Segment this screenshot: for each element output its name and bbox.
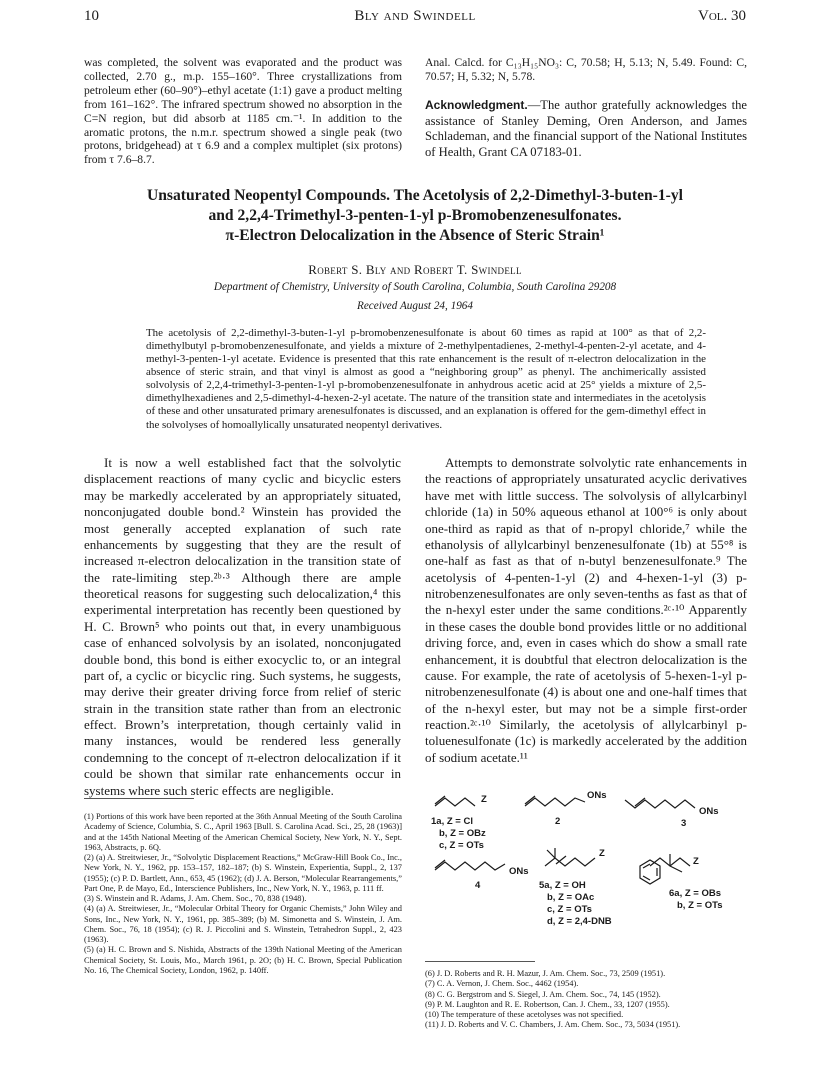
structure-1-label-a: 1a, Z = Cl	[431, 816, 473, 827]
structure-6-label-b: b, Z = OTs	[677, 900, 723, 911]
footnote-rule-right	[425, 961, 535, 962]
affiliation: Department of Chemistry, University of South Carolina, Columbia, South Carolina 29208	[213, 281, 617, 293]
experimental-text: was completed, the solvent was evaporated and the product was collected, 2.70 g., m.p. 155–160°. Three crystallizations from petroleum ether (60–90°)–ethyl acetate (1:1) gave a product melting from 161–162°. The infrared spectrum showed no absorption in the C=N region, but did absorb at 1185 cm.⁻¹. In addition to the aromatic protons, the n.m.r. spectrum showed a single peak (two protons, bridgehead) at τ 6.9 and a complex multiplet (six protons) from τ 7.6–8.7.	[84, 56, 402, 167]
body-column-right: Attempts to demonstrate solvolytic rate enhancements in the reactions of appropriately unsaturated acyclic derivatives have met with little success. The solvolysis of allylcarbinyl chloride (1a) in 50% aqueous ethanol at 100°⁶ is only about one-third as rapid as that of n-propyl chloride,⁷ while the ethanolysis of allylcarbinyl benzenesulfonate (1b) at 55°⁸ is one-half as fast as that of n-butyl benzenesulfonate.⁹ The acetolysis of 4-penten-1-yl (2) and 4-hexen-1-yl (3) p-nitrobenzenesulfonates are only seven-tenths as fast as that of the n-hexyl ester under the same conditions.²ᶜ·¹⁰ Apparently in these cases the double bond provides little or no additional driving force, and, even in cases which do show a small rate enhancement, it is doubtful that electron delocalization is the cause. For example, the rate of acetolysis of 5-hexen-1-yl p-nitrobenzenesulfonate (4) is about one and one-half times that of the n-hexyl ester, but may not be a simple first-order reaction.²ᶜ·¹⁰ Similarly, the acetolysis of allylcarbinyl p-toluenesulfonate (1c) is markedly accelerated by the addition of sodium acetate.¹¹	[425, 455, 748, 765]
structure-2-skeleton	[525, 798, 585, 806]
footnotes-left	[84, 812, 402, 976]
structure-4-number: 4	[475, 880, 481, 891]
footnote-6: (6) J. D. Roberts and R. H. Mazur, J. Am. Chem. Soc., 73, 2509 (1951).	[425, 969, 666, 978]
footnote-3: (3) S. Winstein and R. Adams, J. Am. Chem. Soc., 70, 838 (1948).	[84, 894, 307, 903]
abstract: The acetolysis of 2,2-dimethyl-3-buten-1-yl p-bromobenzenesulfonate is about 60 times as rapid at 100° as that of 2,2-dimethylbutyl p-bromobenzenesulfonate, and yields a mixture of 2-methylpentadienes, 2-methyl-4-penten-2-yl acetate, and 4-methyl-3-penten-1-yl acetate. Evidence is presented that this rate enhancement is the result of π-electron delocalization in the absence of steric strain, and that vinyl is almost as good a “neighboring group” as phenyl. The anchimerically assisted solvolysis of 2,2,4-trimethyl-3-penten-1-yl p-bromobenzenesulfonate in anhydrous acetic acid at 25° yields a mixture of 2,5-dimethylhexadienes and 2,5-dimethyl-4-hexen-2-yl acetate. The nature of the transition state and intermediates in the acetolysis of these and other unsaturated primary arenesulfonates is discussed, and an explanation is offered for the gem-dimethyl effect in the solvolyses of homoallylically unsaturated neopentyl derivatives.	[146, 327, 706, 431]
footnote-2: (2) (a) A. Streitwieser, Jr., “Solvolytic Displacement Reactions,” McGraw-Hill Book Co., Inc., New York, N. Y., 1962, pp. 153–157, 182–187; (b) S. Winstein, Experientia, Suppl., 2, 137 (1955); (c) P. D. Bartlett, Ann., 653, 45 (1962); (d) J. A. Berson, “Molecular Rearrangements,” Part One, P. de Mayo, Ed., Interscience Publishers, Inc., New York, N. Y., 1963, p. 111 ff.	[84, 853, 402, 893]
volume-label: Vol. 30	[698, 8, 746, 24]
authors: Robert S. Bly and Robert T. Swindell	[308, 262, 522, 277]
structure-6-z: Z	[693, 856, 699, 867]
structure-6-label-a: 6a, Z = OBs	[669, 888, 722, 899]
article-title	[84, 186, 746, 246]
structure-5-label-d: d, Z = 2,4-DNB	[547, 916, 612, 927]
structure-5-label-a: 5a, Z = OH	[539, 880, 586, 891]
structure-5-skeleton	[545, 858, 595, 866]
footnote-9: (9) P. M. Laughton and R. E. Robertson, Can. J. Chem., 33, 1207 (1955).	[425, 999, 670, 1009]
structure-4-skeleton	[435, 862, 505, 870]
structure-5-label-b: b, Z = OAc	[547, 892, 595, 903]
footnote-rule-left	[84, 798, 194, 799]
running-title: Bly and Swindell	[354, 8, 476, 24]
structure-1-label-c: c, Z = OTs	[439, 840, 484, 851]
footnote-5: (5) (a) H. C. Brown and S. Nishida, Abstracts of the 139th National Meeting of the American Chemical Society, St. Louis, Mo., March 1961, p. 2O; (b) H. C. Brown, Special Publication No. 16, The Chemical Society, London, 1962, p. 140ff.	[84, 945, 402, 975]
acknowledgment	[425, 98, 747, 161]
structure-3-number: 3	[681, 818, 687, 829]
previous-article-tail	[84, 56, 402, 167]
body-column-left: It is now a well established fact that the solvolytic displacement reactions of many cyclic and bicyclic esters may be markedly accelerated by an appropriately situated, nonconjugated double bond.² Winstein has provided the most generally accepted explanation of such rate enhancements by suggesting that they are the result of increased π-electron delocalization in the transition state of the rate-limiting step.²ᵇ·³ Although there are ample theoretical reasons for suggesting such delocalization,⁴ this experimental interpretation has recently been questioned by H. C. Brown⁵ who points out that, in every unambiguous case of enhanced solvolysis by an isolated, nonconjugated double bond, this bond is either exocyclic to, or an integral part of, a cyclic or bicyclic ring. Such systems, he suggests, may derive their greater driving force from relief of steric strain in the transition state rather than from an electronic effect. Brown’s interpretation, though certainly valid in many instances, would be rendered less generally condemning to the concept of π-electron delocalization if it could be shown that similar rate enhancements occur in systems where such steric effects are negligible.	[84, 455, 401, 798]
footnote-10: (10) The temperature of these acetolyses was not specified.	[425, 1010, 624, 1019]
structure-3-skeleton	[625, 800, 695, 808]
title-line-2: and 2,2,4-Trimethyl-3-penten-1-yl p-Bromobenzenesulfonates.	[208, 206, 622, 224]
footnote-11: (11) J. D. Roberts and V. C. Chambers, J. Am. Chem. Soc., 73, 5034 (1951).	[425, 1020, 681, 1030]
structure-2-number: 2	[555, 816, 561, 827]
structure-3-group: ONs	[699, 806, 719, 817]
structure-4-group: ONs	[509, 866, 529, 877]
structure-2-group: ONs	[587, 790, 607, 801]
title-line-1: Unsaturated Neopentyl Compounds. The Acetolysis of 2,2-Dimethyl-3-buten-1-yl	[147, 187, 683, 204]
page-header	[84, 8, 746, 30]
analysis-text: Anal. Calcd. for C₁₃H₁₅NO₃: C, 70.58; H, 5.13; N, 5.49. Found: C, 70.57; H, 5.32; N, 5.78.	[425, 56, 747, 83]
structure-5-z: Z	[599, 848, 605, 859]
chemical-structures-figure	[425, 784, 747, 934]
structure-5-label-c: c, Z = OTs	[547, 904, 592, 915]
footnote-8: (8) C. G. Bergstrom and S. Siegel, J. Am. Chem. Soc., 74, 145 (1952).	[425, 989, 661, 999]
page-number: 10	[84, 8, 99, 24]
acknowledgment-text: —The author gratefully acknowledges the assistance of Stanley Deming, Oren Anderson, and James Schlademan, and the financial support of the National Institutes of Health, Grant CA 07183-01.	[425, 97, 747, 160]
footnote-1: (1) Portions of this work have been reported at the 36th Annual Meeting of the South Carolina Academy of Science, Columbia, S. C., April 1963 [Bull. S. Carolina Acad. Sci., 25, 28 (1963)] and at the 145th National Meeting of the American Chemical Society, New York, N. Y., Sept. 1963, Abstracts, p. 6Q.	[84, 812, 402, 852]
received-date: Received August 24, 1964	[357, 300, 473, 312]
acknowledgment-heading: Acknowledgment.	[425, 97, 528, 112]
structure-1-label-b: b, Z = OBz	[439, 828, 486, 839]
previous-article-end	[425, 56, 747, 161]
footnote-4: (4) (a) A. Streitwieser, Jr., “Molecular Orbital Theory for Organic Chemists,” John Wiley and Sons, Inc., New York, N. Y., 1961, pp. 385–389; (b) M. Simonetta and S. Winstein, J. Am. Chem. Soc., 76, 18 (1954); (c) R. J. Piccolini and S. Winstein, Tetrahedron Suppl., 2, 423 (1963).	[84, 904, 402, 944]
footnote-7: (7) C. A. Vernon, J. Chem. Soc., 4462 (1954).	[425, 979, 579, 989]
structure-1-z: Z	[481, 794, 487, 805]
footnotes-right	[425, 969, 747, 1031]
title-line-3: π-Electron Delocalization in the Absence of Steric Strain¹	[225, 226, 605, 244]
